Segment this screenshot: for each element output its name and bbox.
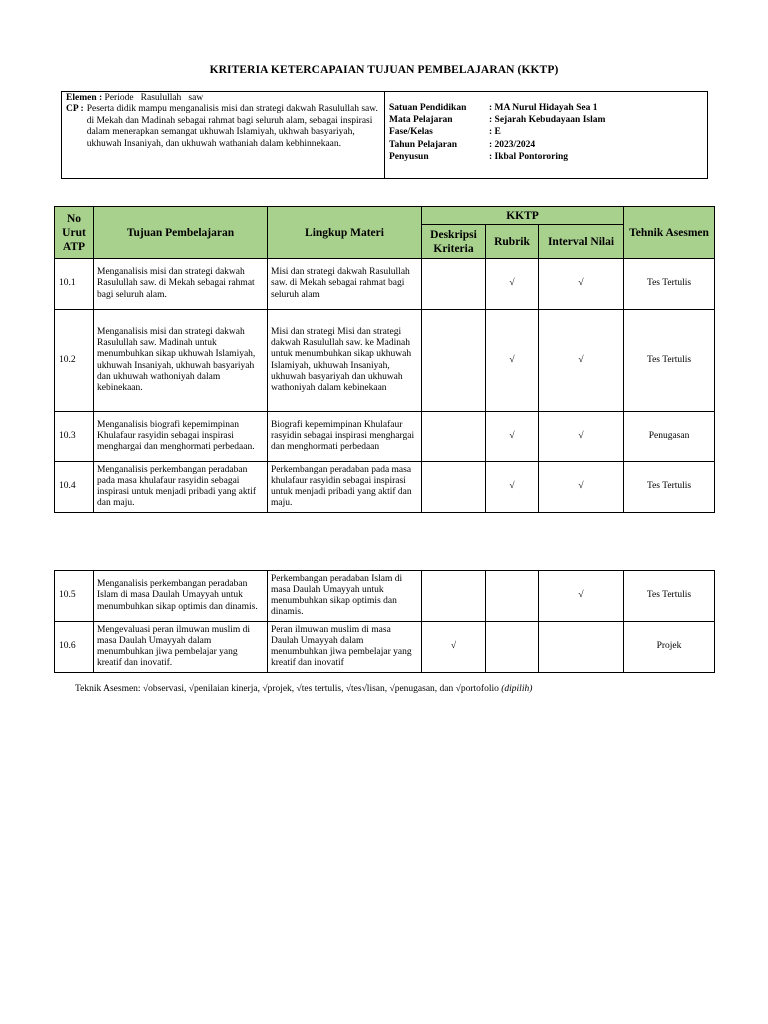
legend-note: (dipilih) bbox=[501, 684, 533, 694]
cell-no: 10.5 bbox=[55, 571, 94, 622]
header-no: No Urut ATP bbox=[55, 207, 94, 259]
cell-no: 10.4 bbox=[55, 462, 94, 513]
cell-no: 10.3 bbox=[55, 412, 94, 462]
cell-teknik: Tes Tertulis bbox=[624, 462, 715, 513]
header-interval: Interval Nilai bbox=[539, 225, 624, 259]
header-lingkup: Lingkup Materi bbox=[268, 207, 422, 259]
cell-rubrik: √ bbox=[486, 259, 539, 310]
cell-tujuan: Menganalisis biografi kepemimpinan Khulafaur rasyidin sebagai inspirasi menghargai dan menghormati perbedaan. bbox=[94, 412, 268, 462]
cell-interval: √ bbox=[539, 571, 624, 622]
cell-deskripsi bbox=[422, 571, 486, 622]
info-row bbox=[389, 139, 605, 151]
cell-interval: √ bbox=[539, 412, 624, 462]
info-key: Satuan Pendidikan bbox=[389, 103, 467, 113]
table-row bbox=[55, 622, 715, 673]
cell-tujuan: Menganalisis perkembangan peradaban Islam di masa Daulah Umayyah untuk menumbuhkan sikap optimis dan dinamis. bbox=[94, 571, 268, 622]
cell-rubrik: √ bbox=[486, 462, 539, 513]
cell-deskripsi bbox=[422, 310, 486, 412]
cell-deskripsi bbox=[422, 259, 486, 310]
info-value: : Ikbal Pontororing bbox=[489, 151, 569, 162]
info-value: : 2023/2024 bbox=[489, 139, 536, 150]
info-value: : MA Nurul Hidayah Sea 1 bbox=[489, 103, 598, 113]
cell-interval: √ bbox=[539, 310, 624, 412]
document-title: KRITERIA KETERCAPAIAN TUJUAN PEMBELAJARAN (KKTP) bbox=[209, 64, 559, 76]
info-value: : E bbox=[489, 127, 501, 138]
cell-rubrik bbox=[486, 622, 539, 673]
table-row bbox=[55, 571, 715, 622]
table-row bbox=[55, 259, 715, 310]
cell-tujuan: Menganalisis misi dan strategi dakwah Rasulullah saw. di Mekah sebagai rahmat bagi seluruh alam. bbox=[94, 259, 268, 310]
cell-teknik: Projek bbox=[624, 622, 715, 673]
cp-label: CP : bbox=[66, 104, 84, 115]
cell-interval: √ bbox=[539, 259, 624, 310]
cell-lingkup: Misi dan strategi Misi dan strategi dakwah Rasulullah saw. ke Madinah untuk menumbuhkan sikap ukhuwah Islamiyah, ukhuwah Insaniyah, ukhuwah basyariyah dan ukhuwah wathoniyah dalam kebinekaan bbox=[268, 310, 422, 412]
cell-deskripsi: √ bbox=[422, 622, 486, 673]
elemen-line bbox=[66, 93, 380, 104]
cell-tujuan: Mengevaluasi peran ilmuwan muslim di masa Daulah Umayyah dalam menumbuhkan jiwa pembelajar yang kreatif dan inovatif. bbox=[94, 622, 268, 673]
info-key: Fase/Kelas bbox=[389, 127, 433, 138]
info-value: : Sejarah Kebudayaan Islam bbox=[489, 115, 606, 126]
header-teknik: Tehnik Asesmen bbox=[624, 207, 715, 259]
info-key: Tahun Pelajaran bbox=[389, 139, 458, 150]
header-deskripsi: Deskripsi Kriteria bbox=[422, 225, 486, 259]
cell-lingkup: Misi dan strategi dakwah Rasulullah saw. di Mekah sebagai rahmat bagi seluruh alam bbox=[268, 259, 422, 310]
cell-teknik: Penugasan bbox=[624, 412, 715, 462]
cp-line bbox=[66, 104, 380, 150]
header-tujuan: Tujuan Pembelajaran bbox=[94, 207, 268, 259]
table-row bbox=[55, 412, 715, 462]
cell-lingkup: Perkembangan peradaban Islam di masa Daulah Umayyah untuk menumbuhkan sikap optimis dan dinamis. bbox=[268, 571, 422, 622]
header-kktp: KKTP bbox=[422, 207, 624, 225]
info-row bbox=[389, 126, 605, 138]
info-row bbox=[389, 151, 605, 163]
assessment-legend bbox=[75, 684, 532, 694]
elemen-value: Periode Rasulullah saw bbox=[104, 93, 204, 103]
kktp-table-continued bbox=[54, 570, 715, 673]
cell-interval bbox=[539, 622, 624, 673]
cell-rubrik bbox=[486, 571, 539, 622]
cell-no: 10.1 bbox=[55, 259, 94, 310]
info-box bbox=[61, 91, 708, 179]
cell-rubrik: √ bbox=[486, 412, 539, 462]
header-rubrik: Rubrik bbox=[486, 225, 539, 259]
table-row bbox=[55, 462, 715, 513]
elemen-label: Elemen : bbox=[66, 93, 103, 103]
cell-lingkup: Perkembangan peradaban pada masa khulafaur rasyidin sebagai inspirasi untuk menjadi pribadi yang aktif dan maju. bbox=[268, 462, 422, 513]
info-right bbox=[385, 92, 609, 178]
cp-text: Peserta didik mampu menganalisis misi dan strategi dakwah Rasulullah saw. di Mekah dan Madinah sebagai rahmat bagi seluruh alam, sebagai inspirasi dalam menerapkan semangat ukhuwah Islamiyah, ukhwah basyariyah, ukhuwah Insaniyah, dan ukhuwah wathaniah dalam kebhinnekaan. bbox=[86, 104, 378, 149]
cell-teknik: Tes Tertulis bbox=[624, 310, 715, 412]
info-row bbox=[389, 114, 605, 126]
cell-no: 10.6 bbox=[55, 622, 94, 673]
cell-tujuan: Menganalisis misi dan strategi dakwah Rasulullah saw. Madinah untuk menumbuhkan sikap ukhuwah Islamiyah, ukhuwah Insaniyah, ukhuwah basyariyah dan ukhuwah wathoniyah dalam kebinekaan. bbox=[94, 310, 268, 412]
info-left bbox=[62, 92, 385, 178]
cell-deskripsi bbox=[422, 462, 486, 513]
cell-teknik: Tes Tertulis bbox=[624, 259, 715, 310]
kktp-table bbox=[54, 206, 715, 513]
cell-tujuan: Menganalisis perkembangan peradaban pada masa khulafaur rasyidin sebagai inspirasi untuk menjadi pribadi yang aktif dan maju. bbox=[94, 462, 268, 513]
info-key: Penyusun bbox=[389, 151, 429, 162]
legend-text: Teknik Asesmen: √observasi, √penilaian kinerja, √projek, √tes tertulis, √tes√lisan, √penugasan, dan √portofolio bbox=[75, 684, 499, 694]
table-row bbox=[55, 310, 715, 412]
cell-deskripsi bbox=[422, 412, 486, 462]
cell-lingkup: Peran ilmuwan muslim di masa Daulah Umayyah dalam menumbuhkan jiwa pembelajar yang kreatif dan inovatif bbox=[268, 622, 422, 673]
cell-lingkup: Biografi kepemimpinan Khulafaur rasyidin sebagai inspirasi menghargai dan menghormati perbedaan bbox=[268, 412, 422, 462]
cell-interval: √ bbox=[539, 462, 624, 513]
info-row bbox=[389, 102, 605, 114]
cell-no: 10.2 bbox=[55, 310, 94, 412]
cell-teknik: Tes Tertulis bbox=[624, 571, 715, 622]
info-key: Mata Pelajaran bbox=[389, 115, 453, 126]
cell-rubrik: √ bbox=[486, 310, 539, 412]
